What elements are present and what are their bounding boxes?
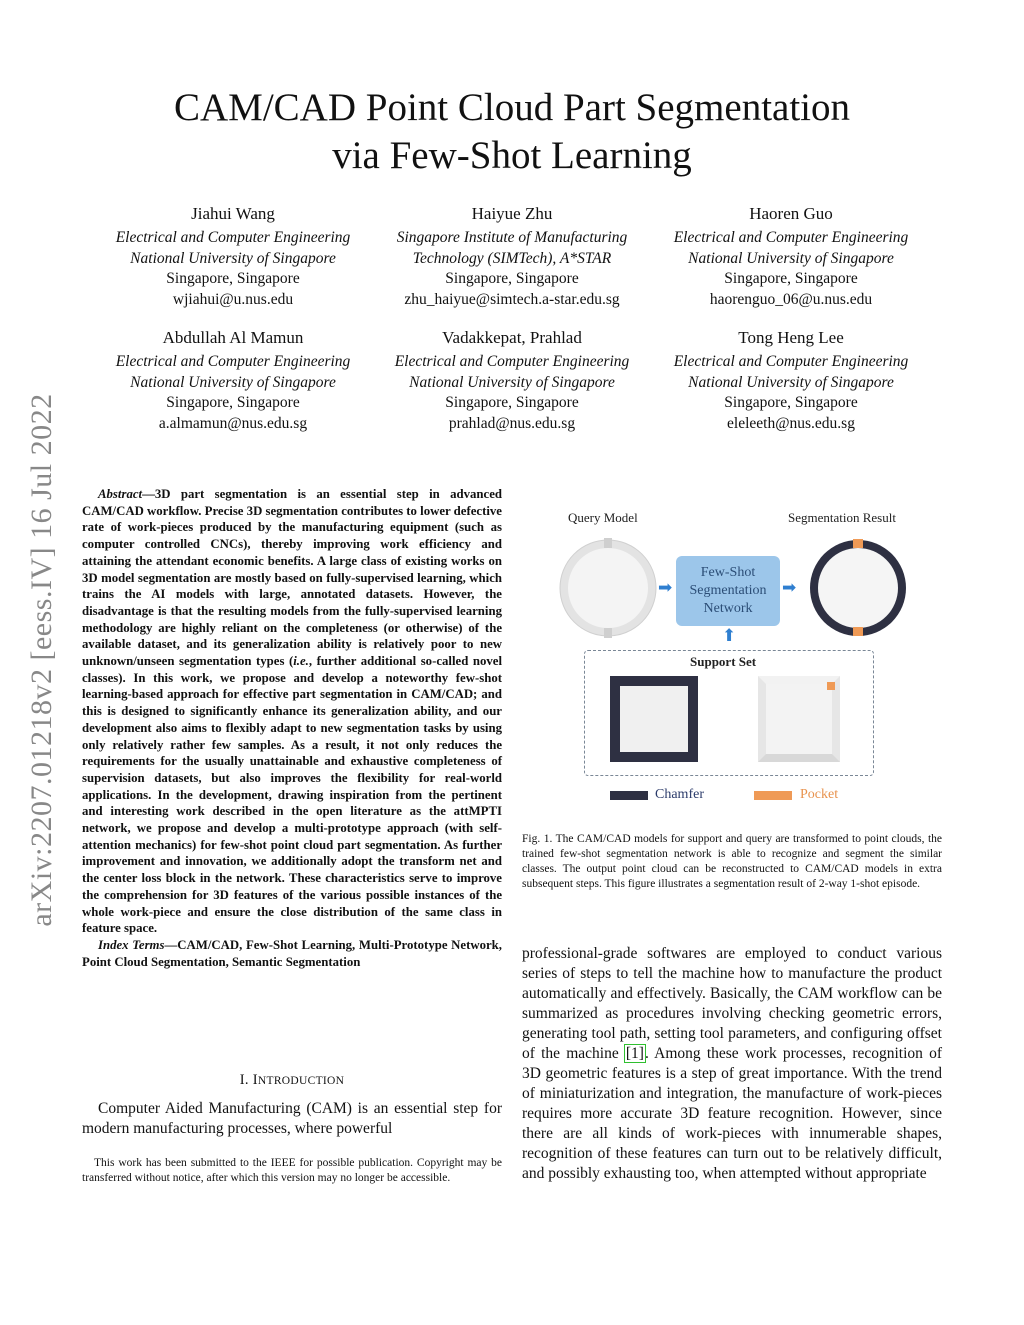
author-location: Singapore, Singapore [445, 270, 579, 287]
arrow-up-icon: ⬆ [722, 626, 737, 646]
author-block [367, 326, 657, 434]
network-label-line: Network [703, 601, 753, 616]
author-org: National University of Singapore [688, 373, 894, 391]
legend-chamfer-swatch [610, 791, 648, 800]
index-terms-label: Index Terms [98, 937, 165, 952]
title-line-1: CAM/CAD Point Cloud Part Segmentation [173, 86, 851, 129]
right-column-text [522, 944, 942, 1184]
author-block [646, 202, 936, 310]
author-name: Tong Heng Lee [738, 328, 844, 347]
section-heading [82, 1072, 502, 1089]
abstract-text-cont: , further additional so-called novel classes). In this work, we propose and develop a noteworthy few-shot learning-based approach for effective part segmentation in CAM/CAD; and this is designed to significantly enhance its generalization ability, and our development also aims to flexibly adapt to new segmentation tasks by using only relatively rather few samples. As a result, it not only reduces the requirements for the usually unattainable and exhaustive completeness of supervision datasets, but also improves the flexibility for real-world applications. In the development, drawing inspiration from the pertinent and interesting work described in the open literature as the attMPTI network, we propose and develop a multi-prototype approach (with self-attention mechanics) for few-shot point cloud part segmentation. As further improvement and innovation, we additionally adopt the transform net and the center loss block in the network. These characteristics serve to improve the comprehension for 3D features of the various possible instances of the whole work-piece and ensure the close distribution of the same class in feature space. [82, 654, 502, 936]
arxiv-id: arXiv:2207.01218v2 [eess.IV] 16 Jul 2022 [25, 393, 58, 927]
segmentation-result-disk [810, 539, 906, 636]
section-number: I. [239, 1072, 249, 1088]
figure-1 [522, 500, 942, 815]
footnote-text: This work has been submitted to the IEEE for possible publication. Copyright may be transferred without notice, after which this version may no longer be accessible. [82, 1157, 502, 1184]
body-text: professional-grade softwares are employed to conduct various series of steps to tell the machine how to manufacture the product automatically and effectively. Basically, the CAM workflow can be summarized as procedures involving checking geometric errors, generating tool path, setting tool parameters, and configuring offset of the machine [522, 945, 942, 1062]
arxiv-sidebar [22, 360, 62, 960]
author-name: Jiahui Wang [191, 204, 275, 223]
abstract-ie: i.e. [293, 654, 309, 669]
author-location: Singapore, Singapore [724, 270, 858, 287]
author-org: National University of Singapore [409, 373, 615, 391]
intro-paragraph: Computer Aided Manufacturing (CAM) is an essential step for modern manufacturing processes, where powerful [82, 1100, 502, 1137]
author-email: a.almamun@nus.edu.sg [158, 414, 308, 432]
author-name: Abdullah Al Mamun [162, 328, 304, 347]
section-title-rest: NTRODUCTION [257, 1075, 345, 1087]
abstract: Abstract—3D part segmentation is an essential step in advanced CAM/CAD workflow. Precise 3D segmentation contributes to lower defective rate of work-pieces produced by the manufacturing equipment (such as computer controlled CNCs), thereby improving work efficiency and attaining the attendant economic benefits. A large class of existing works on 3D model segmentation are mostly based on fully-supervised learning, which trains the AI models with large, annotated datasets. However, the disadvantage is that the resulting models from the fully-supervised learning methodology are highly reliant on the completeness (or otherwise) of the available dataset, and its generalization ability is relatively poor to new unknown/unseen segmentation types (i.e., further additional so-called novel classes). In this work, we propose and develop a noteworthy few-shot learning-based approach for effective part segmentation in CAM/CAD; and this is designed to significantly enhance its generalization ability, and our development also aims to flexibly adapt to new segmentation tasks by using only relatively rather few samples. As a result, it not only reduces the requirements for the usually unattainable and exhaustive completeness of supervision datasets, but also improves the flexibility for real-world applications. In the development, drawing inspiration from the pertinent and interesting work described in the open literature as the attMPTI network, we propose and develop a multi-prototype approach (with self-attention mechanics) for few-shot point cloud part segmentation. As further improvement and innovation, we additionally adopt the transform net and the center loss block in the network. These characteristics serve to improve the comprehension for 3D features of the various possible instances of the whole work-piece and ensure the close distribution of the same class in feature space. Index Terms—CAM/CAD, Few-Shot Learning, Multi-Prototype Network, Point Cloud Segmentation, Semantic Segmentation [82, 487, 502, 969]
author-email: eleleeth@nus.edu.sg [727, 414, 855, 432]
author-dept: Singapore Institute of Manufacturing [396, 229, 628, 246]
legend-pocket-label: Pocket [800, 787, 839, 802]
author-block [367, 202, 657, 310]
author-org: National University of Singapore [688, 249, 894, 267]
author-org: Technology (SIMTech), A*STAR [412, 249, 612, 267]
support-set-label: Support Set [690, 654, 757, 669]
author-block [646, 326, 936, 434]
author-email: prahlad@nus.edu.sg [448, 414, 576, 432]
author-email: haorenguo_06@u.nus.edu [709, 290, 873, 308]
author-dept: Electrical and Computer Engineering [115, 229, 351, 246]
paper-title [80, 84, 944, 180]
query-model-label: Query Model [568, 510, 638, 525]
author-name: Haoren Guo [749, 204, 833, 223]
abstract-label: Abstract [98, 487, 143, 501]
author-name: Vadakkepat, Prahlad [442, 328, 582, 347]
section-title-initial: I [252, 1072, 258, 1088]
author-dept: Electrical and Computer Engineering [115, 353, 351, 370]
segmentation-result-label: Segmentation Result [788, 510, 896, 525]
author-org: National University of Singapore [130, 373, 336, 391]
author-dept: Electrical and Computer Engineering [673, 229, 909, 246]
title-line-2: via Few-Shot Learning [332, 134, 692, 177]
body-text-cont: . Among these work processes, recognition of 3D geometric features is a step of great importance. With the trend of miniaturization and integration, the manufacture of work-pieces requires more accurate 3D feature recognition. However, since there are all kinds of work-pieces with innumerable shapes, recognition of these features can turn out to be relatively difficult, and possibly exhausting too, when attempted without appropriate [522, 1045, 942, 1182]
arrow-right-icon: ➡ [782, 578, 797, 598]
figure-caption: Fig. 1. The CAM/CAD models for support and query are transformed to point clouds, the trained few-shot segmentation network is able to recognize and segment the similar classes. The output point cloud can be reconstructed to CAM/CAD models in extra subsequent steps. This figure illustrates a segmentation result of 2-way 1-shot episode. [522, 833, 942, 890]
few-shot-network-box [676, 556, 780, 626]
author-location: Singapore, Singapore [724, 394, 858, 411]
network-label-line: Few-Shot [700, 565, 756, 580]
author-email: zhu_haiyue@simtech.a-star.edu.sg [404, 290, 620, 308]
legend-chamfer-label: Chamfer [655, 787, 704, 802]
author-block [88, 326, 378, 434]
author-location: Singapore, Singapore [166, 394, 300, 411]
query-model-disk [560, 538, 656, 638]
author-email: wjiahui@u.nus.edu [172, 290, 294, 308]
index-terms: CAM/CAD, Few-Shot Learning, Multi-Prototype Network, Point Cloud Segmentation, Semantic Segmentation [82, 937, 502, 969]
author-name: Haiyue Zhu [471, 204, 553, 223]
author-org: National University of Singapore [130, 249, 336, 267]
citation-link[interactable]: [1] [625, 1045, 644, 1062]
author-block [88, 202, 378, 310]
abstract-text: 3D part segmentation is an essential step in advanced CAM/CAD workflow. Precise 3D segmentation contributes to lower defective rate of work-pieces produced by the manufacturing equipment (such as computer controlled CNCs), thereby improving work efficiency and attaining the attendant economic benefits. A large class of existing works on 3D model segmentation are mostly based on fully-supervised learning, which trains the AI models with large, annotated datasets. However, the disadvantage is that the resulting models from the fully-supervised learning methodology are highly reliant on the completeness (or otherwise) of the available dataset, and its generalization ability is relatively poor to new unknown/unseen segmentation types ( [82, 487, 502, 669]
author-location: Singapore, Singapore [445, 394, 579, 411]
author-location: Singapore, Singapore [166, 270, 300, 287]
footnote [82, 1156, 502, 1186]
author-dept: Electrical and Computer Engineering [394, 353, 630, 370]
author-dept: Electrical and Computer Engineering [673, 353, 909, 370]
network-label-line: Segmentation [689, 583, 767, 598]
legend-pocket-swatch [754, 791, 792, 800]
arrow-right-icon: ➡ [658, 578, 673, 598]
